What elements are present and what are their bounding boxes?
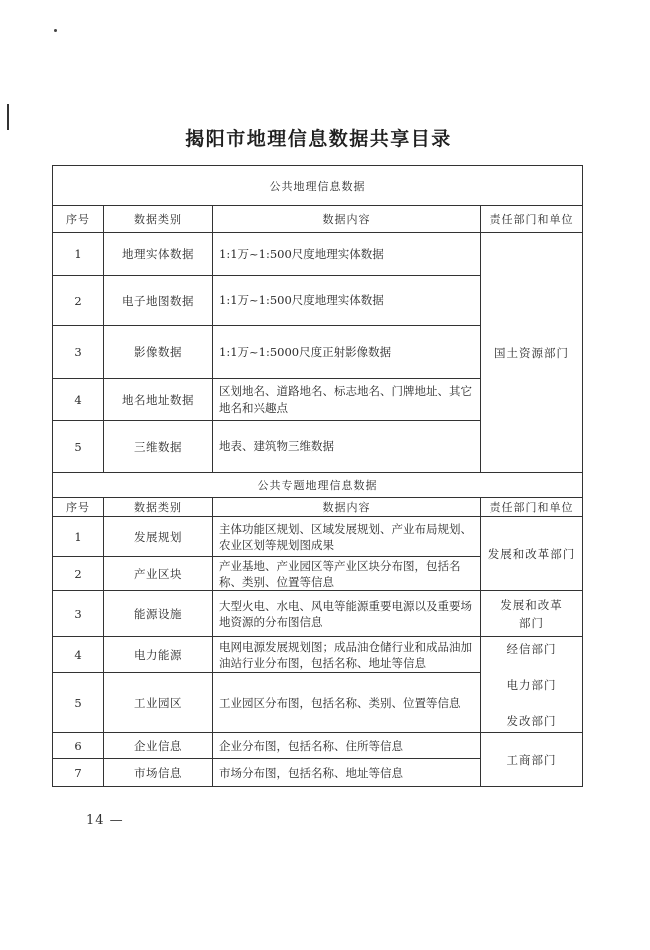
row-category: 地名地址数据 <box>104 379 213 421</box>
column-header-dept: 责任部门和单位 <box>481 498 583 517</box>
row-number: 2 <box>53 276 104 326</box>
section-heading-row <box>53 166 583 206</box>
row-number: 2 <box>53 557 104 591</box>
column-header-row <box>53 498 583 517</box>
page-number: 14 — <box>86 813 124 828</box>
row-department-cell <box>481 637 583 733</box>
row-content: 1:1万~1:500尺度地理实体数据 <box>213 276 481 326</box>
row-department: 发展和改革部门 <box>481 517 583 591</box>
row-content: 大型火电、水电、风电等能源重要电源以及重要场地资源的分布图信息 <box>213 591 481 637</box>
row-content: 产业基地、产业园区等产业区块分布图，包括名称、类别、位置等信息 <box>213 557 481 591</box>
page-title: 揭阳市地理信息数据共享目录 <box>185 128 452 150</box>
column-header-row <box>53 206 583 233</box>
department-stack <box>484 639 579 731</box>
row-content: 地表、建筑物三维数据 <box>213 421 481 473</box>
row-category: 三维数据 <box>104 421 213 473</box>
section-heading: 公共专题地理信息数据 <box>53 473 583 498</box>
row-category: 发展规划 <box>104 517 213 557</box>
row-category: 影像数据 <box>104 326 213 379</box>
row-number: 4 <box>53 637 104 673</box>
row-content: 区划地名、道路地名、标志地名、门牌地址、其它地名和兴趣点 <box>213 379 481 421</box>
table-row <box>53 233 583 276</box>
column-header-dept: 责任部门和单位 <box>481 206 583 233</box>
column-header-no: 序号 <box>53 206 104 233</box>
row-department: 工商部门 <box>481 733 583 787</box>
row-number: 5 <box>53 421 104 473</box>
column-header-content: 数据内容 <box>213 498 481 517</box>
column-header-category: 数据类别 <box>104 206 213 233</box>
row-number: 5 <box>53 673 104 733</box>
row-content: 企业分布图，包括名称、住所等信息 <box>213 733 481 759</box>
table-row <box>53 591 583 637</box>
row-category: 企业信息 <box>104 733 213 759</box>
row-department: 经信部门 <box>506 641 557 656</box>
row-content: 工业园区分布图，包括名称、类别、位置等信息 <box>213 673 481 733</box>
row-number: 4 <box>53 379 104 421</box>
column-header-content: 数据内容 <box>213 206 481 233</box>
row-category: 电力能源 <box>104 637 213 673</box>
section-heading-row <box>53 473 583 498</box>
row-content: 1:1万~1:500尺度地理实体数据 <box>213 233 481 276</box>
row-number: 3 <box>53 591 104 637</box>
row-category: 能源设施 <box>104 591 213 637</box>
row-content: 市场分布图，包括名称、地址等信息 <box>213 759 481 787</box>
row-department: 国土资源部门 <box>481 233 583 473</box>
row-category: 工业园区 <box>104 673 213 733</box>
data-catalog-table <box>52 165 583 787</box>
table-row <box>53 733 583 759</box>
row-number: 7 <box>53 759 104 787</box>
row-department-cell <box>481 591 583 637</box>
row-department: 电力部门 <box>506 677 557 692</box>
section-heading: 公共地理信息数据 <box>53 166 583 206</box>
row-department: 发展和改革部门 <box>500 597 563 630</box>
row-category: 电子地图数据 <box>104 276 213 326</box>
row-number: 6 <box>53 733 104 759</box>
row-category: 产业区块 <box>104 557 213 591</box>
column-header-no: 序号 <box>53 498 104 517</box>
table-row <box>53 637 583 673</box>
row-department: 发改部门 <box>506 713 557 728</box>
column-header-category: 数据类别 <box>104 498 213 517</box>
row-content: 主体功能区规划、区域发展规划、产业布局规划、农业区划等规划图成果 <box>213 517 481 557</box>
row-content: 1:1万~1:5000尺度正射影像数据 <box>213 326 481 379</box>
row-number: 1 <box>53 517 104 557</box>
scan-mark-dot <box>54 29 57 32</box>
row-content: 电网电源发展规划图；成品油仓储行业和成品油加油站行业分布图，包括名称、地址等信息 <box>213 637 481 673</box>
row-category: 地理实体数据 <box>104 233 213 276</box>
row-number: 1 <box>53 233 104 276</box>
table-row <box>53 517 583 557</box>
row-number: 3 <box>53 326 104 379</box>
row-category: 市场信息 <box>104 759 213 787</box>
